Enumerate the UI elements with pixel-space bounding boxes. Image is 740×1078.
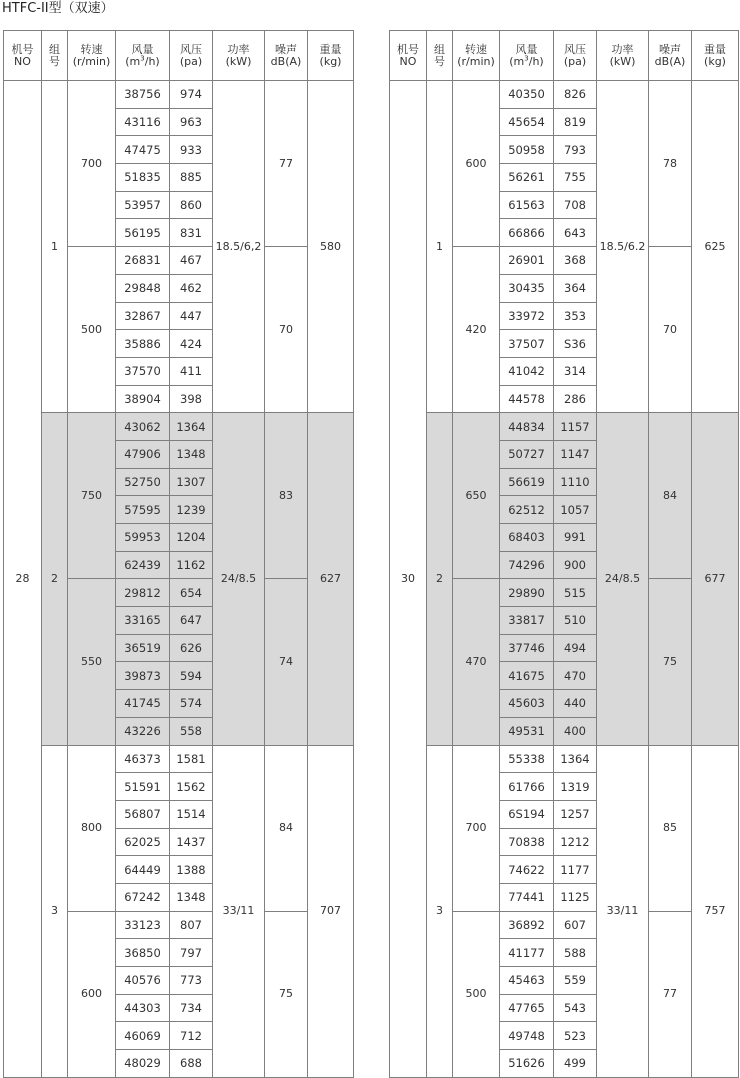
header-power bbox=[213, 31, 265, 81]
airflow-cell: 77441 bbox=[500, 883, 554, 911]
table-body bbox=[390, 81, 739, 1078]
airflow-cell: 50727 bbox=[500, 440, 554, 468]
airflow-cell: 43062 bbox=[116, 413, 170, 441]
header-weight-line: 重量 bbox=[319, 42, 342, 56]
pressure-cell: 558 bbox=[170, 717, 213, 745]
speed-cell: 470 bbox=[453, 579, 500, 745]
pressure-cell: 647 bbox=[170, 607, 213, 635]
noise-cell: 83 bbox=[265, 413, 308, 579]
header-no bbox=[4, 31, 42, 81]
table-row bbox=[390, 81, 739, 109]
header-no-line: 机号 bbox=[397, 42, 419, 56]
airflow-cell: 44834 bbox=[500, 413, 554, 441]
spec-table-no-28 bbox=[3, 30, 354, 1078]
pressure-cell: 400 bbox=[554, 717, 597, 745]
noise-cell: 85 bbox=[649, 745, 692, 911]
pressure-cell: 963 bbox=[170, 108, 213, 136]
airflow-cell: 45603 bbox=[500, 690, 554, 718]
header-power-line: (kW) bbox=[225, 54, 252, 68]
noise-cell: 75 bbox=[649, 579, 692, 745]
pressure-cell: 1239 bbox=[170, 496, 213, 524]
pressure-cell: 1562 bbox=[170, 773, 213, 801]
airflow-cell: 57595 bbox=[116, 496, 170, 524]
pressure-cell: 974 bbox=[170, 81, 213, 109]
header-noise bbox=[649, 31, 692, 81]
weight-cell: 707 bbox=[308, 745, 354, 1077]
airflow-cell: 30435 bbox=[500, 274, 554, 302]
airflow-cell: 41042 bbox=[500, 357, 554, 385]
pressure-cell: 1348 bbox=[170, 440, 213, 468]
noise-cell: 84 bbox=[649, 413, 692, 579]
speed-cell: 650 bbox=[453, 413, 500, 579]
noise-cell: 75 bbox=[265, 911, 308, 1077]
pressure-cell: 1147 bbox=[554, 440, 597, 468]
airflow-cell: 49531 bbox=[500, 717, 554, 745]
header-airflow-line: 风量 bbox=[131, 42, 154, 56]
pressure-cell: 933 bbox=[170, 136, 213, 164]
airflow-cell: 6S194 bbox=[500, 800, 554, 828]
airflow-cell: 38756 bbox=[116, 81, 170, 109]
power-cell: 33/11 bbox=[213, 745, 265, 1077]
pressure-cell: 831 bbox=[170, 219, 213, 247]
pressure-cell: 773 bbox=[170, 967, 213, 995]
pressure-cell: 991 bbox=[554, 524, 597, 552]
pressure-cell: 1204 bbox=[170, 524, 213, 552]
header-speed bbox=[68, 31, 116, 81]
pressure-cell: 643 bbox=[554, 219, 597, 247]
model-no-cell: 28 bbox=[4, 81, 42, 1078]
speed-cell: 500 bbox=[453, 911, 500, 1077]
header-speed-line: 转速 bbox=[80, 42, 103, 56]
header-noise-line: 噪声 bbox=[659, 42, 681, 56]
header-airflow-line: $(m^3/h)$ bbox=[509, 53, 544, 68]
header-noise-line: dB(A) bbox=[654, 54, 686, 68]
airflow-cell: 36850 bbox=[116, 939, 170, 967]
noise-cell: 70 bbox=[265, 247, 308, 413]
group-cell: 1 bbox=[42, 81, 68, 413]
pressure-cell: 688 bbox=[170, 1050, 213, 1078]
pressure-cell: 900 bbox=[554, 551, 597, 579]
pressure-cell: 654 bbox=[170, 579, 213, 607]
airflow-cell: 66866 bbox=[500, 219, 554, 247]
airflow-cell: 62025 bbox=[116, 828, 170, 856]
pressure-cell: 523 bbox=[554, 1022, 597, 1050]
airflow-cell: 45463 bbox=[500, 967, 554, 995]
airflow-cell: 35886 bbox=[116, 330, 170, 358]
superscript: 3 bbox=[524, 53, 529, 62]
header-group-line: 号 bbox=[434, 54, 445, 68]
pressure-cell: 1514 bbox=[170, 800, 213, 828]
airflow-cell: 74622 bbox=[500, 856, 554, 884]
pressure-cell: 314 bbox=[554, 357, 597, 385]
pressure-cell: 885 bbox=[170, 164, 213, 192]
group-cell: 2 bbox=[427, 413, 453, 745]
airflow-cell: 36892 bbox=[500, 911, 554, 939]
airflow-cell: 29890 bbox=[500, 579, 554, 607]
airflow-cell: 40576 bbox=[116, 967, 170, 995]
pressure-cell: 411 bbox=[170, 357, 213, 385]
speed-cell: 700 bbox=[68, 81, 116, 247]
airflow-cell: 41177 bbox=[500, 939, 554, 967]
header-group-line: 组 bbox=[434, 42, 445, 56]
header-power bbox=[597, 31, 649, 81]
table-body bbox=[4, 81, 354, 1078]
header-airflow-line: $(m^3/h)$ bbox=[125, 53, 160, 68]
pressure-cell: 819 bbox=[554, 108, 597, 136]
spec-table-no-30 bbox=[389, 30, 739, 1078]
group-cell: 2 bbox=[42, 413, 68, 745]
airflow-cell: 56807 bbox=[116, 800, 170, 828]
airflow-cell: 38904 bbox=[116, 385, 170, 413]
pressure-cell: 1307 bbox=[170, 468, 213, 496]
pressure-cell: 734 bbox=[170, 994, 213, 1022]
noise-cell: 84 bbox=[265, 745, 308, 911]
power-cell: 18.5/6.2 bbox=[597, 81, 649, 413]
header-noise-line: dB(A) bbox=[270, 54, 302, 68]
model-no-cell: 30 bbox=[390, 81, 427, 1078]
weight-cell: 625 bbox=[692, 81, 739, 413]
pressure-cell: 499 bbox=[554, 1050, 597, 1078]
header-row bbox=[390, 31, 739, 81]
speed-cell: 600 bbox=[453, 81, 500, 247]
pressure-cell: 708 bbox=[554, 191, 597, 219]
airflow-cell: 39873 bbox=[116, 662, 170, 690]
pressure-cell: 424 bbox=[170, 330, 213, 358]
header-airflow bbox=[116, 31, 170, 81]
pressure-cell: 1110 bbox=[554, 468, 597, 496]
weight-cell: 627 bbox=[308, 413, 354, 745]
pressure-cell: 1364 bbox=[170, 413, 213, 441]
speed-cell: 750 bbox=[68, 413, 116, 579]
airflow-cell: 68403 bbox=[500, 524, 554, 552]
document-title: HTFC-II型（双速） bbox=[2, 1, 114, 16]
airflow-cell: 37746 bbox=[500, 634, 554, 662]
airflow-cell: 43226 bbox=[116, 717, 170, 745]
header-speed-line: (r/min) bbox=[72, 54, 111, 68]
pressure-cell: 364 bbox=[554, 274, 597, 302]
pressure-cell: 594 bbox=[170, 662, 213, 690]
airflow-cell: 70838 bbox=[500, 828, 554, 856]
airflow-cell: 61766 bbox=[500, 773, 554, 801]
airflow-cell: 44578 bbox=[500, 385, 554, 413]
header-pressure bbox=[554, 31, 597, 81]
pressure-cell: 440 bbox=[554, 690, 597, 718]
airflow-cell: 67242 bbox=[116, 883, 170, 911]
noise-cell: 74 bbox=[265, 579, 308, 745]
table-row bbox=[4, 81, 354, 109]
airflow-cell: 52750 bbox=[116, 468, 170, 496]
header-noise-line: 噪声 bbox=[275, 42, 297, 56]
pressure-cell: 368 bbox=[554, 247, 597, 275]
airflow-cell: 56619 bbox=[500, 468, 554, 496]
airflow-cell: 55338 bbox=[500, 745, 554, 773]
header-power-line: (kW) bbox=[609, 54, 636, 68]
airflow-cell: 62512 bbox=[500, 496, 554, 524]
airflow-cell: 64449 bbox=[116, 856, 170, 884]
pressure-cell: 1212 bbox=[554, 828, 597, 856]
pressure-cell: 462 bbox=[170, 274, 213, 302]
airflow-cell: 49748 bbox=[500, 1022, 554, 1050]
header-speed-line: 转速 bbox=[465, 42, 487, 56]
noise-cell: 77 bbox=[265, 81, 308, 247]
pressure-cell: 1319 bbox=[554, 773, 597, 801]
header-group-line: 号 bbox=[49, 54, 60, 68]
pressure-cell: 510 bbox=[554, 607, 597, 635]
power-cell: 24/8.5 bbox=[213, 413, 265, 745]
pressure-cell: 467 bbox=[170, 247, 213, 275]
noise-cell: 77 bbox=[649, 911, 692, 1077]
pressure-cell: 755 bbox=[554, 164, 597, 192]
airflow-cell: 56195 bbox=[116, 219, 170, 247]
header-pressure-line: 风压 bbox=[564, 42, 586, 56]
airflow-cell: 26901 bbox=[500, 247, 554, 275]
pressure-cell: 574 bbox=[170, 690, 213, 718]
speed-cell: 600 bbox=[68, 911, 116, 1077]
airflow-cell: 29812 bbox=[116, 579, 170, 607]
header-weight bbox=[692, 31, 739, 81]
airflow-cell: 47475 bbox=[116, 136, 170, 164]
header-no-line: 机号 bbox=[11, 42, 34, 56]
airflow-cell: 32867 bbox=[116, 302, 170, 330]
pressure-cell: 1581 bbox=[170, 745, 213, 773]
header-group bbox=[427, 31, 453, 81]
power-cell: 24/8.5 bbox=[597, 413, 649, 745]
airflow-cell: 51626 bbox=[500, 1050, 554, 1078]
header-noise bbox=[265, 31, 308, 81]
header-pressure-line: (pa) bbox=[179, 54, 203, 68]
pressure-cell: 1057 bbox=[554, 496, 597, 524]
pressure-cell: 712 bbox=[170, 1022, 213, 1050]
airflow-cell: 40350 bbox=[500, 81, 554, 109]
airflow-cell: 62439 bbox=[116, 551, 170, 579]
header-speed-line: (r/min) bbox=[457, 54, 495, 68]
header-airflow-line: 风量 bbox=[515, 42, 538, 56]
pressure-cell: 1348 bbox=[170, 883, 213, 911]
pressure-cell: 1162 bbox=[170, 551, 213, 579]
table-row bbox=[4, 745, 354, 773]
power-cell: 18.5/6,2 bbox=[213, 81, 265, 413]
power-cell: 33/11 bbox=[597, 745, 649, 1077]
airflow-cell: 33817 bbox=[500, 607, 554, 635]
airflow-cell: 43116 bbox=[116, 108, 170, 136]
header-no bbox=[390, 31, 427, 81]
weight-cell: 677 bbox=[692, 413, 739, 745]
table-row bbox=[390, 413, 739, 441]
airflow-cell: 61563 bbox=[500, 191, 554, 219]
pressure-cell: 797 bbox=[170, 939, 213, 967]
header-pressure-line: (pa) bbox=[563, 54, 587, 68]
airflow-cell: 44303 bbox=[116, 994, 170, 1022]
header-power-line: 功率 bbox=[611, 42, 634, 56]
pressure-cell: S36 bbox=[554, 330, 597, 358]
table-row bbox=[390, 745, 739, 773]
airflow-cell: 36519 bbox=[116, 634, 170, 662]
airflow-cell: 45654 bbox=[500, 108, 554, 136]
pressure-cell: 626 bbox=[170, 634, 213, 662]
pressure-cell: 1388 bbox=[170, 856, 213, 884]
airflow-cell: 51835 bbox=[116, 164, 170, 192]
airflow-cell: 53957 bbox=[116, 191, 170, 219]
group-cell: 1 bbox=[427, 81, 453, 413]
airflow-cell: 51591 bbox=[116, 773, 170, 801]
noise-cell: 78 bbox=[649, 81, 692, 247]
airflow-cell: 46373 bbox=[116, 745, 170, 773]
pressure-cell: 398 bbox=[170, 385, 213, 413]
airflow-cell: 26831 bbox=[116, 247, 170, 275]
airflow-cell: 37507 bbox=[500, 330, 554, 358]
group-cell: 3 bbox=[427, 745, 453, 1077]
header-pressure bbox=[170, 31, 213, 81]
header-airflow bbox=[500, 31, 554, 81]
pressure-cell: 1125 bbox=[554, 883, 597, 911]
pressure-cell: 860 bbox=[170, 191, 213, 219]
airflow-cell: 56261 bbox=[500, 164, 554, 192]
airflow-cell: 33972 bbox=[500, 302, 554, 330]
pressure-cell: 494 bbox=[554, 634, 597, 662]
airflow-cell: 59953 bbox=[116, 524, 170, 552]
header-power-line: 功率 bbox=[227, 42, 250, 56]
pressure-cell: 793 bbox=[554, 136, 597, 164]
airflow-cell: 46069 bbox=[116, 1022, 170, 1050]
pressure-cell: 515 bbox=[554, 579, 597, 607]
header-weight-line: 重量 bbox=[704, 42, 726, 56]
superscript: 3 bbox=[140, 53, 145, 62]
pressure-cell: 1177 bbox=[554, 856, 597, 884]
pressure-cell: 447 bbox=[170, 302, 213, 330]
pressure-cell: 1437 bbox=[170, 828, 213, 856]
speed-cell: 420 bbox=[453, 247, 500, 413]
header-group bbox=[42, 31, 68, 81]
speed-cell: 700 bbox=[453, 745, 500, 911]
header-weight-line: (kg) bbox=[319, 54, 342, 68]
header-speed bbox=[453, 31, 500, 81]
header-no-line: NO bbox=[14, 54, 31, 68]
noise-cell: 70 bbox=[649, 247, 692, 413]
header-weight bbox=[308, 31, 354, 81]
pressure-cell: 807 bbox=[170, 911, 213, 939]
speed-cell: 550 bbox=[68, 579, 116, 745]
airflow-cell: 47906 bbox=[116, 440, 170, 468]
weight-cell: 580 bbox=[308, 81, 354, 413]
pressure-cell: 1364 bbox=[554, 745, 597, 773]
airflow-cell: 41675 bbox=[500, 662, 554, 690]
airflow-cell: 74296 bbox=[500, 551, 554, 579]
header-row bbox=[4, 31, 354, 81]
speed-cell: 800 bbox=[68, 745, 116, 911]
airflow-cell: 50958 bbox=[500, 136, 554, 164]
airflow-cell: 29848 bbox=[116, 274, 170, 302]
pressure-cell: 1257 bbox=[554, 800, 597, 828]
airflow-cell: 48029 bbox=[116, 1050, 170, 1078]
airflow-cell: 33165 bbox=[116, 607, 170, 635]
header-group-line: 组 bbox=[49, 42, 60, 56]
airflow-cell: 47765 bbox=[500, 994, 554, 1022]
pressure-cell: 543 bbox=[554, 994, 597, 1022]
pressure-cell: 1157 bbox=[554, 413, 597, 441]
speed-cell: 500 bbox=[68, 247, 116, 413]
header-weight-line: (kg) bbox=[704, 54, 726, 68]
header-no-line: NO bbox=[399, 54, 417, 68]
pressure-cell: 826 bbox=[554, 81, 597, 109]
airflow-cell: 33123 bbox=[116, 911, 170, 939]
pressure-cell: 470 bbox=[554, 662, 597, 690]
pressure-cell: 559 bbox=[554, 967, 597, 995]
weight-cell: 757 bbox=[692, 745, 739, 1077]
group-cell: 3 bbox=[42, 745, 68, 1077]
airflow-cell: 41745 bbox=[116, 690, 170, 718]
pressure-cell: 588 bbox=[554, 939, 597, 967]
pressure-cell: 353 bbox=[554, 302, 597, 330]
table-row bbox=[4, 413, 354, 441]
header-pressure-line: 风压 bbox=[180, 42, 202, 56]
airflow-cell: 37570 bbox=[116, 357, 170, 385]
pressure-cell: 607 bbox=[554, 911, 597, 939]
pressure-cell: 286 bbox=[554, 385, 597, 413]
